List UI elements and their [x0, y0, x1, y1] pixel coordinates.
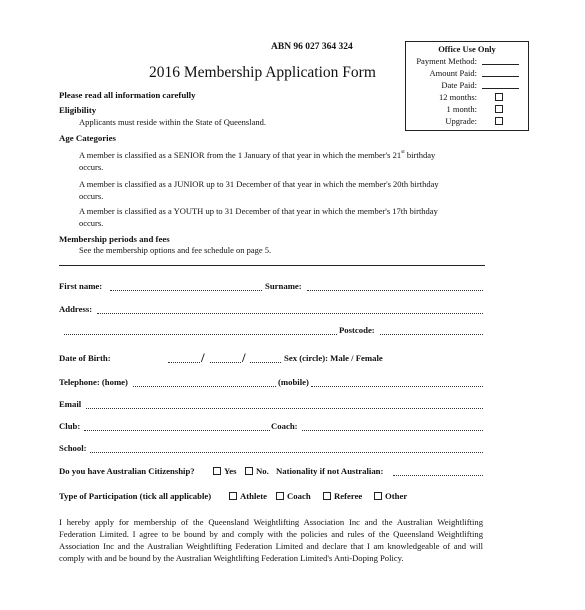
- citizenship-no-checkbox[interactable]: [245, 467, 253, 475]
- telephone-home-field[interactable]: [133, 385, 276, 387]
- one-month-checkbox[interactable]: [495, 105, 503, 113]
- office-use-heading: Office Use Only: [438, 44, 496, 54]
- citizenship-yes-label: Yes: [224, 466, 237, 476]
- coach-checkbox[interactable]: [276, 492, 284, 500]
- sex-label[interactable]: Sex (circle): Male / Female: [284, 353, 383, 363]
- telephone-home-label: Telephone: (home): [59, 377, 128, 387]
- one-month-label: 1 month:: [446, 104, 477, 114]
- age-categories-heading: Age Categories: [59, 133, 116, 143]
- mobile-field[interactable]: [311, 385, 483, 387]
- youth-text: A member is classified as a YOUTH up to 31 December of that year in which the member's 17th birthday: [79, 206, 438, 216]
- other-label: Other: [385, 491, 408, 501]
- school-field[interactable]: [90, 451, 483, 453]
- date-paid-label: Date Paid:: [441, 80, 477, 90]
- first-name-label: First name:: [59, 281, 103, 291]
- senior-text: A member is classified as a SENIOR from the 1 January of that year in which the member's 21st birthday: [79, 149, 436, 160]
- other-checkbox[interactable]: [374, 492, 382, 500]
- address-label: Address:: [59, 304, 93, 314]
- postcode-field[interactable]: [380, 333, 483, 335]
- athlete-checkbox[interactable]: [229, 492, 237, 500]
- dob-day-field[interactable]: [168, 361, 200, 363]
- coach-label: Coach:: [271, 421, 298, 431]
- dob-label: Date of Birth:: [59, 353, 111, 363]
- twelve-months-label: 12 months:: [438, 92, 477, 102]
- first-name-field[interactable]: [110, 289, 262, 291]
- address-field-line1[interactable]: [97, 312, 483, 314]
- address-field-line2[interactable]: [64, 333, 337, 335]
- postcode-label: Postcode:: [339, 325, 375, 335]
- eligibility-text: Applicants must reside within the State of Queensland.: [79, 117, 266, 127]
- periods-text: See the membership options and fee schedule on page 5.: [79, 245, 272, 255]
- dob-year-field[interactable]: [250, 361, 281, 363]
- nationality-label: Nationality if not Australian:: [276, 466, 384, 476]
- office-use-box: [405, 41, 529, 131]
- twelve-months-checkbox[interactable]: [495, 93, 503, 101]
- referee-checkbox[interactable]: [323, 492, 331, 500]
- payment-method-field[interactable]: [482, 56, 519, 65]
- surname-label: Surname:: [265, 281, 302, 291]
- citizenship-no-label: No.: [256, 466, 269, 476]
- eligibility-heading: Eligibility: [59, 105, 97, 115]
- school-label: School:: [59, 443, 87, 453]
- periods-heading: Membership periods and fees: [59, 234, 170, 244]
- section-divider: [59, 265, 485, 266]
- junior-text-cont: occurs.: [79, 191, 104, 201]
- citizenship-yes-checkbox[interactable]: [213, 467, 221, 475]
- date-paid-field[interactable]: [482, 80, 519, 89]
- abn-number: ABN 96 027 364 324: [271, 42, 353, 52]
- club-field[interactable]: [84, 429, 270, 431]
- nationality-field[interactable]: [393, 474, 483, 476]
- referee-label: Referee: [334, 491, 363, 501]
- coach-option-label: Coach: [287, 491, 311, 501]
- athlete-label: Athlete: [240, 491, 268, 501]
- upgrade-label: Upgrade:: [445, 116, 477, 126]
- read-all-heading: Please read all information carefully: [59, 90, 196, 100]
- citizenship-question: Do you have Australian Citizenship?: [59, 466, 195, 476]
- page-title: 2016 Membership Application Form: [149, 64, 376, 81]
- amount-paid-label: Amount Paid:: [429, 68, 477, 78]
- participation-label: Type of Participation (tick all applicable): [59, 491, 212, 501]
- upgrade-checkbox[interactable]: [495, 117, 503, 125]
- email-field[interactable]: [86, 407, 483, 409]
- dob-month-field[interactable]: [210, 361, 241, 363]
- mobile-label: (mobile): [278, 377, 309, 387]
- junior-text: A member is classified as a JUNIOR up to 31 December of that year in which the member's 20th birthday: [79, 179, 439, 189]
- surname-field[interactable]: [307, 289, 483, 291]
- coach-field[interactable]: [302, 429, 483, 431]
- payment-method-label: Payment Method:: [416, 56, 477, 66]
- dob-slash-1: /: [201, 350, 205, 365]
- youth-text-cont: occurs.: [79, 218, 104, 228]
- dob-slash-2: /: [242, 350, 246, 365]
- senior-text-cont: occurs.: [79, 162, 104, 172]
- amount-paid-field[interactable]: [482, 68, 519, 77]
- declaration-text: I hereby apply for membership of the Queensland Weightlifting Association Inc and the Australian Weightlifting Federation Limited. I agree to be bound by and comply with the policies and rules of the Queensland Weightlifting Association Inc and the Australian Weightlifting Federation Limited and declare that I am knowledgeable of and will comply with and be bound by the Australian Weightlifting Federation Limited's Anti-Doping Policy.: [59, 517, 483, 563]
- club-label: Club:: [59, 421, 81, 431]
- email-label: Email: [59, 399, 82, 409]
